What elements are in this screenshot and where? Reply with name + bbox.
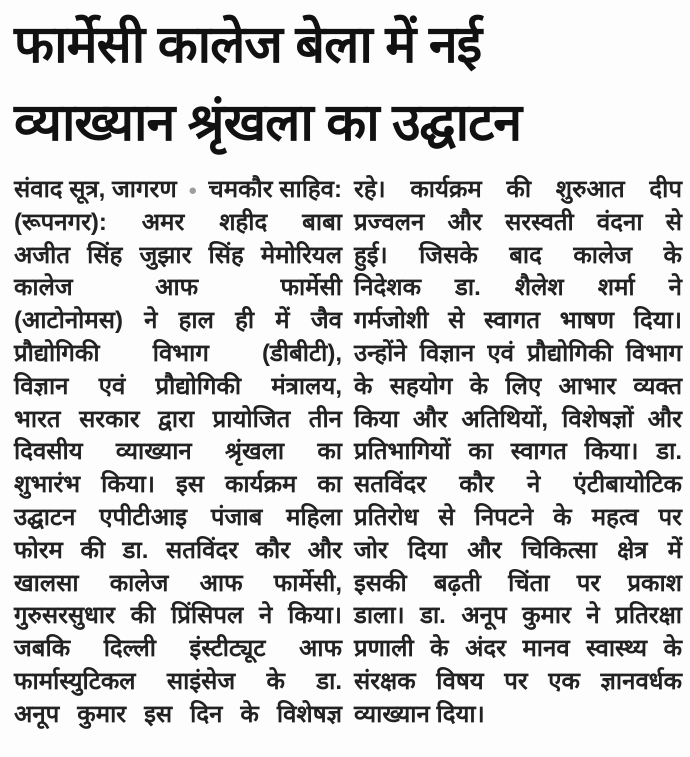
bullet-separator-icon: ● bbox=[188, 181, 198, 199]
article-body bbox=[14, 174, 682, 732]
body-line: कालेज आफ फार्मेसी bbox=[14, 274, 342, 302]
body-line: प्रतिरोध से निपटने के महत्व पर bbox=[354, 503, 682, 531]
body-line: डाला। डा. अनूप कुमार ने प्रतिरक्षा bbox=[354, 602, 682, 630]
body-line: फोरम की डा. सतविंदर कौर और bbox=[14, 536, 342, 564]
body-line: शुभारंभ किया। इस कार्यक्रम का bbox=[14, 471, 342, 499]
body-line: उद्घाटन एपीटीआइ पंजाब महिला bbox=[14, 503, 342, 531]
body-line: हुई। जिसके बाद कालेज के bbox=[354, 241, 682, 269]
body-line: भारत सरकार द्वारा प्रायोजित तीन bbox=[14, 405, 342, 433]
body-line: उन्होंने विज्ञान एवं प्रौद्योगिकी विभाग bbox=[354, 339, 682, 367]
body-line: जोर दिया और चिकित्सा क्षेत्र में bbox=[354, 536, 682, 564]
body-line: अजीत सिंह जुझार सिंह मेमोरियल bbox=[14, 241, 342, 269]
body-line: गर्मजोशी से स्वागत भाषण दिया। bbox=[354, 307, 682, 335]
body-line: जबकि दिल्ली इंस्टीट्यूट आफ bbox=[14, 635, 342, 663]
body-line: विज्ञान एवं प्रौद्योगिकी मंत्रालय, bbox=[14, 372, 342, 400]
body-line: प्रतिभागियों का स्वागत किया। डा. bbox=[354, 438, 682, 466]
body-line: दिवसीय व्याख्यान श्रृंखला का bbox=[14, 438, 342, 466]
body-line: फार्मास्युटिकल साइंसेज के डा. bbox=[14, 667, 342, 695]
body-line: निदेशक डा. शैलेश शर्मा ने bbox=[354, 274, 682, 302]
body-line: प्रज्वलन और सरस्वती वंदना से bbox=[354, 208, 682, 236]
body-line: संरक्षक विषय पर एक ज्ञानवर्धक bbox=[354, 667, 682, 695]
body-line: अनूप कुमार इस दिन के विशेषज्ञ bbox=[14, 700, 342, 728]
byline bbox=[14, 174, 342, 207]
headline-line: व्याख्यान श्रृंखला का उद्घाटन bbox=[14, 94, 522, 152]
news-source-label: संवाद सूत्र, जागरण bbox=[14, 176, 177, 203]
body-line: सतविंदर कौर ने एंटीबायोटिक bbox=[354, 471, 682, 499]
body-line: खालसा कालेज आफ फार्मेसी, bbox=[14, 569, 342, 597]
body-line: व्याख्यान दिया। bbox=[354, 700, 485, 728]
body-line: इसकी बढ़ती चिंता पर प्रकाश bbox=[354, 569, 682, 597]
body-line: प्रणाली के अंदर मानव स्वास्थ्य के bbox=[354, 635, 682, 663]
body-line: किया और अतिथियों, विशेषज्ञों और bbox=[354, 405, 682, 433]
headline bbox=[14, 6, 682, 162]
body-line: के सहयोग के लिए आभार व्यक्त bbox=[354, 372, 682, 400]
body-line: गुरुसरसुधार की प्रिंसिपल ने किया। bbox=[14, 602, 342, 630]
body-line: रहे। कार्यक्रम की शुरुआत दीप bbox=[354, 176, 682, 203]
body-line: (रूपनगर): अमर शहीद बाबा bbox=[14, 208, 342, 236]
body-line: प्रौद्योगिकी विभाग (डीबीटी), bbox=[14, 339, 342, 367]
dateline-label: चमकौर साहिव: bbox=[208, 176, 342, 203]
headline-line: फार्मेसी कालेज बेला में नई bbox=[14, 16, 482, 74]
body-line: (आटोनोमस) ने हाल ही में जैव bbox=[14, 307, 342, 335]
left-column-lines bbox=[14, 207, 342, 732]
left-column bbox=[14, 174, 342, 732]
right-column bbox=[354, 174, 682, 732]
